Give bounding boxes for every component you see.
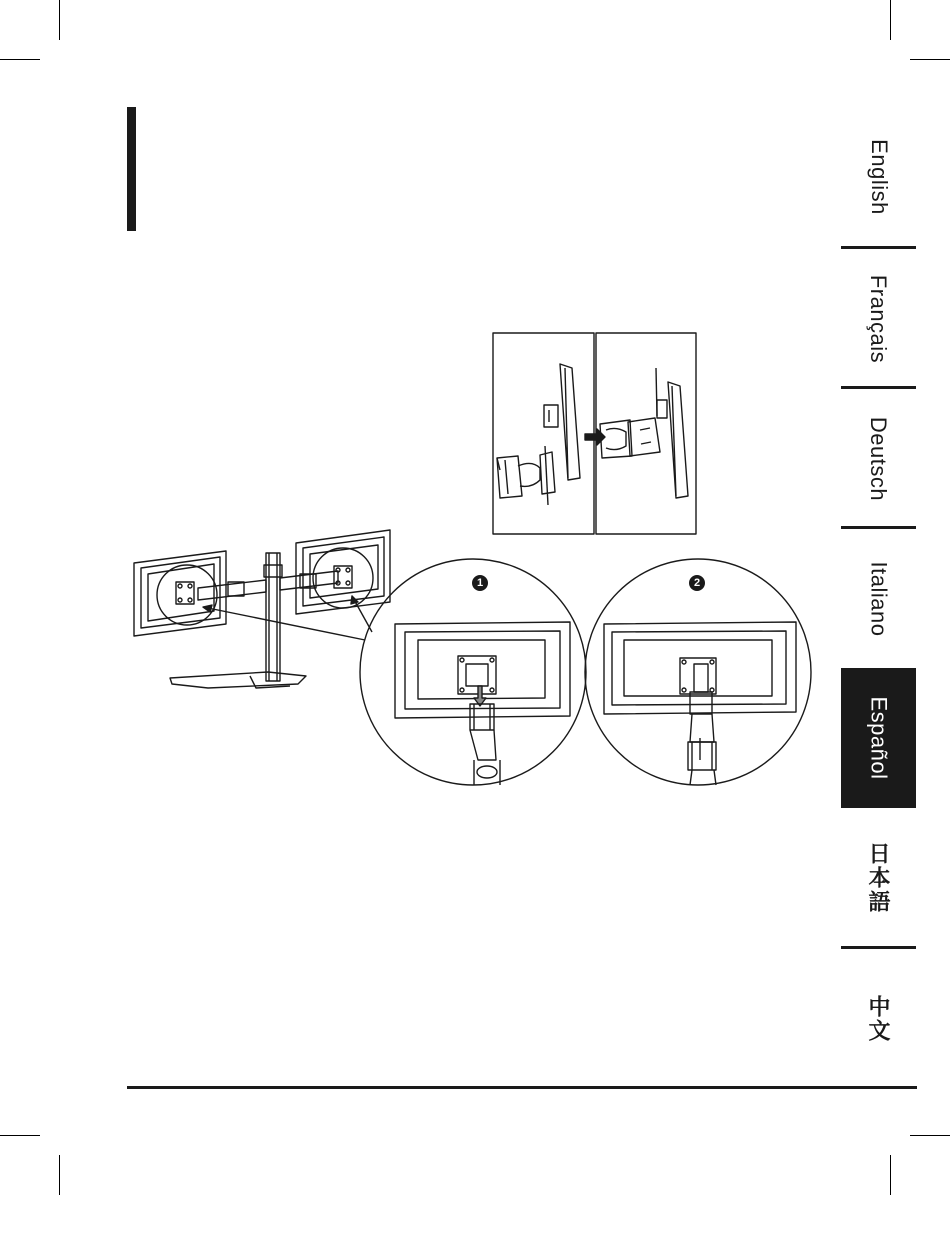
tab-deutsch-label: Deutsch (866, 416, 892, 502)
step-marker-1: 1 (472, 575, 488, 591)
footer-rule (127, 1086, 917, 1089)
tab-francais[interactable] (841, 249, 916, 389)
step-marker-2: 2 (689, 575, 705, 591)
tab-japanese-label: 日本語 (866, 842, 891, 914)
tab-italiano[interactable] (841, 529, 916, 669)
detail-circle-step-2 (585, 559, 811, 785)
tab-japanese[interactable] (841, 808, 916, 948)
tab-espanol-label: Español (866, 696, 892, 780)
tab-italiano-label: Italiano (866, 561, 892, 637)
tab-chinese[interactable] (841, 949, 916, 1089)
inset-panel-after (596, 333, 696, 534)
tab-espanol[interactable] (841, 668, 916, 808)
inset-panel-before (493, 333, 594, 534)
tab-english[interactable] (841, 107, 916, 247)
tab-deutsch[interactable] (841, 389, 916, 529)
tab-english-label: English (866, 139, 892, 215)
detail-circle-step-1 (360, 559, 586, 785)
tab-francais-label: Français (866, 274, 892, 364)
tab-chinese-label: 中文 (866, 995, 891, 1043)
